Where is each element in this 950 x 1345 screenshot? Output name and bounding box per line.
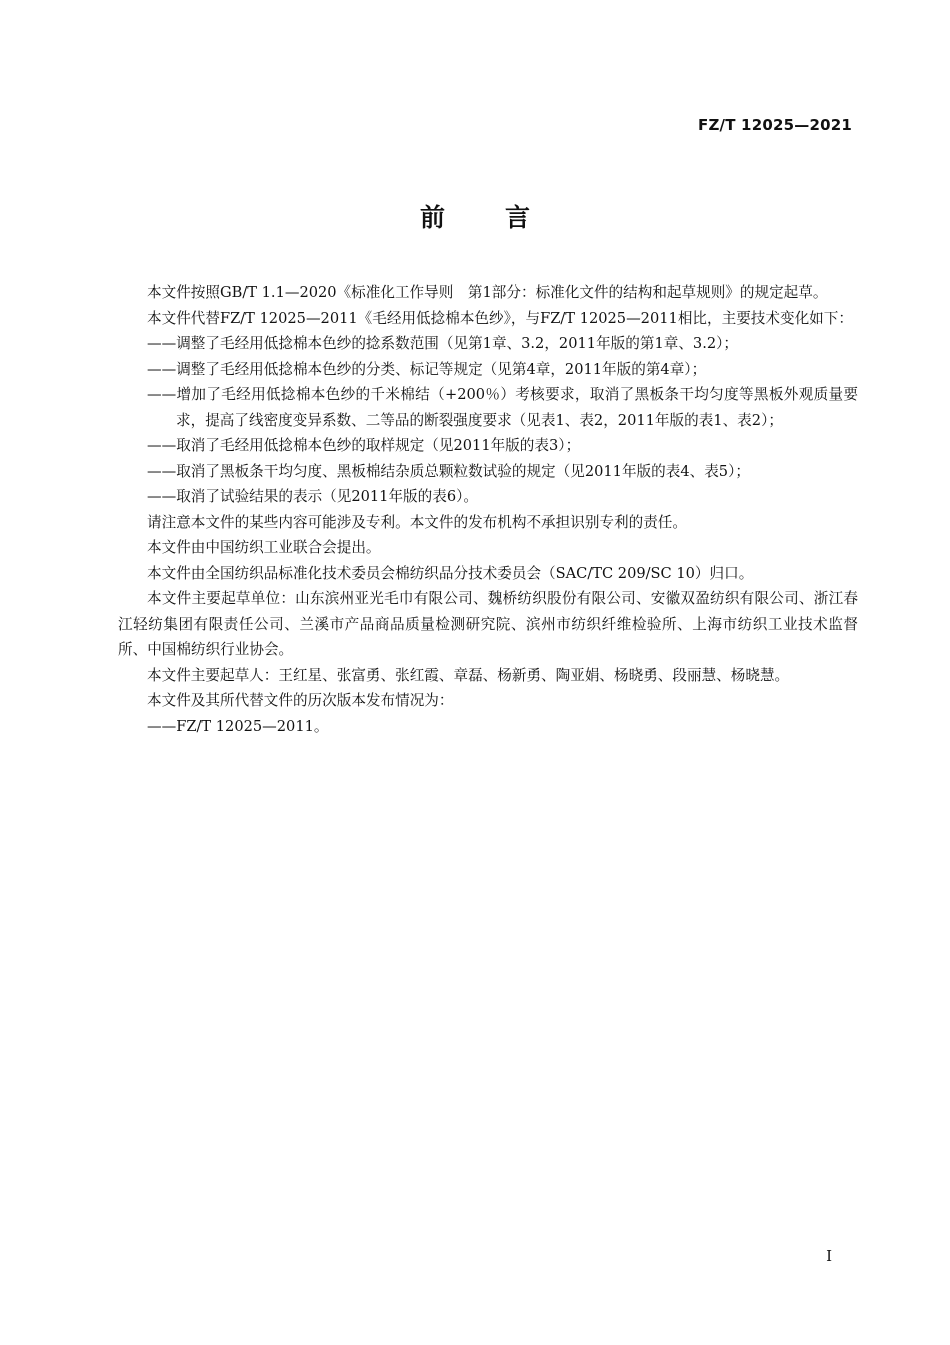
change-item: ——调整了毛经用低捻棉本色纱的捻系数范围（见第1章、3.2，2011年版的第1章、3.2）； — [147, 335, 739, 352]
page-title: 前言 — [419, 203, 590, 232]
paragraph-replacement: 本文件代替FZ/T 12025—2011《毛经用低捻棉本色纱》，与FZ/T 12025—2011相比，主要技术变化如下： — [147, 309, 853, 327]
change-item: ——增加了毛经用低捻棉本色纱的千米棉结（+200％）考核要求，取消了黑板条干均匀度等黑板外观质量要求，提高了线密度变异系数、二等品的断裂强度要求（见表1、表2，2011年版的表1、表2）； — [147, 386, 858, 429]
paragraph-history-intro: 本文件及其所代替文件的历次版本发布情况为： — [147, 692, 454, 709]
history-item: ——FZ/T 12025—2011。 — [147, 717, 329, 735]
change-item: ——调整了毛经用低捻棉本色纱的分类、标记等规定（见第4章，2011年版的第4章）； — [147, 360, 707, 378]
document-body — [118, 280, 858, 739]
change-item: ——取消了试验结果的表示（见2011年版的表6）。 — [147, 488, 479, 505]
paragraph-patent-notice: 请注意本文件的某些内容可能涉及专利。本文件的发布机构不承担识别专利的责任。 — [147, 513, 687, 531]
paragraph-drafters: 本文件主要起草人：王红星、张富勇、张红霞、章磊、杨新勇、陶亚娟、杨晓勇、段丽慧、杨晓慧。 — [147, 666, 790, 684]
paragraph-drafting-units: 本文件主要起草单位：山东滨州亚光毛巾有限公司、魏桥纺织股份有限公司、安徽双盈纺织有限公司、浙江春江轻纺集团有限责任公司、兰溪市产品商品质量检测研究院、滨州市纺织纤维检验所、上海市纺织工业技术监督所、中国棉纺织行业协会。 — [118, 590, 858, 658]
paragraph-proposer: 本文件由中国纺织工业联合会提出。 — [147, 539, 381, 556]
paragraph-drafting-rules: 本文件按照GB/T 1.1—2020《标准化工作导则 第1部分：标准化文件的结构和起草规则》的规定起草。 — [147, 284, 828, 301]
change-item: ——取消了毛经用低捻棉本色纱的取样规定（见2011年版的表3）； — [147, 437, 581, 454]
change-item: ——取消了黑板条干均匀度、黑板棉结杂质总颗粒数试验的规定（见2011年版的表4、表5）； — [147, 462, 750, 480]
page-number: I — [826, 1247, 832, 1265]
paragraph-committee: 本文件由全国纺织品标准化技术委员会棉纺织品分技术委员会（SAC/TC 209/SC 10）归口。 — [147, 564, 754, 582]
standard-code: FZ/T 12025—2021 — [698, 116, 852, 134]
